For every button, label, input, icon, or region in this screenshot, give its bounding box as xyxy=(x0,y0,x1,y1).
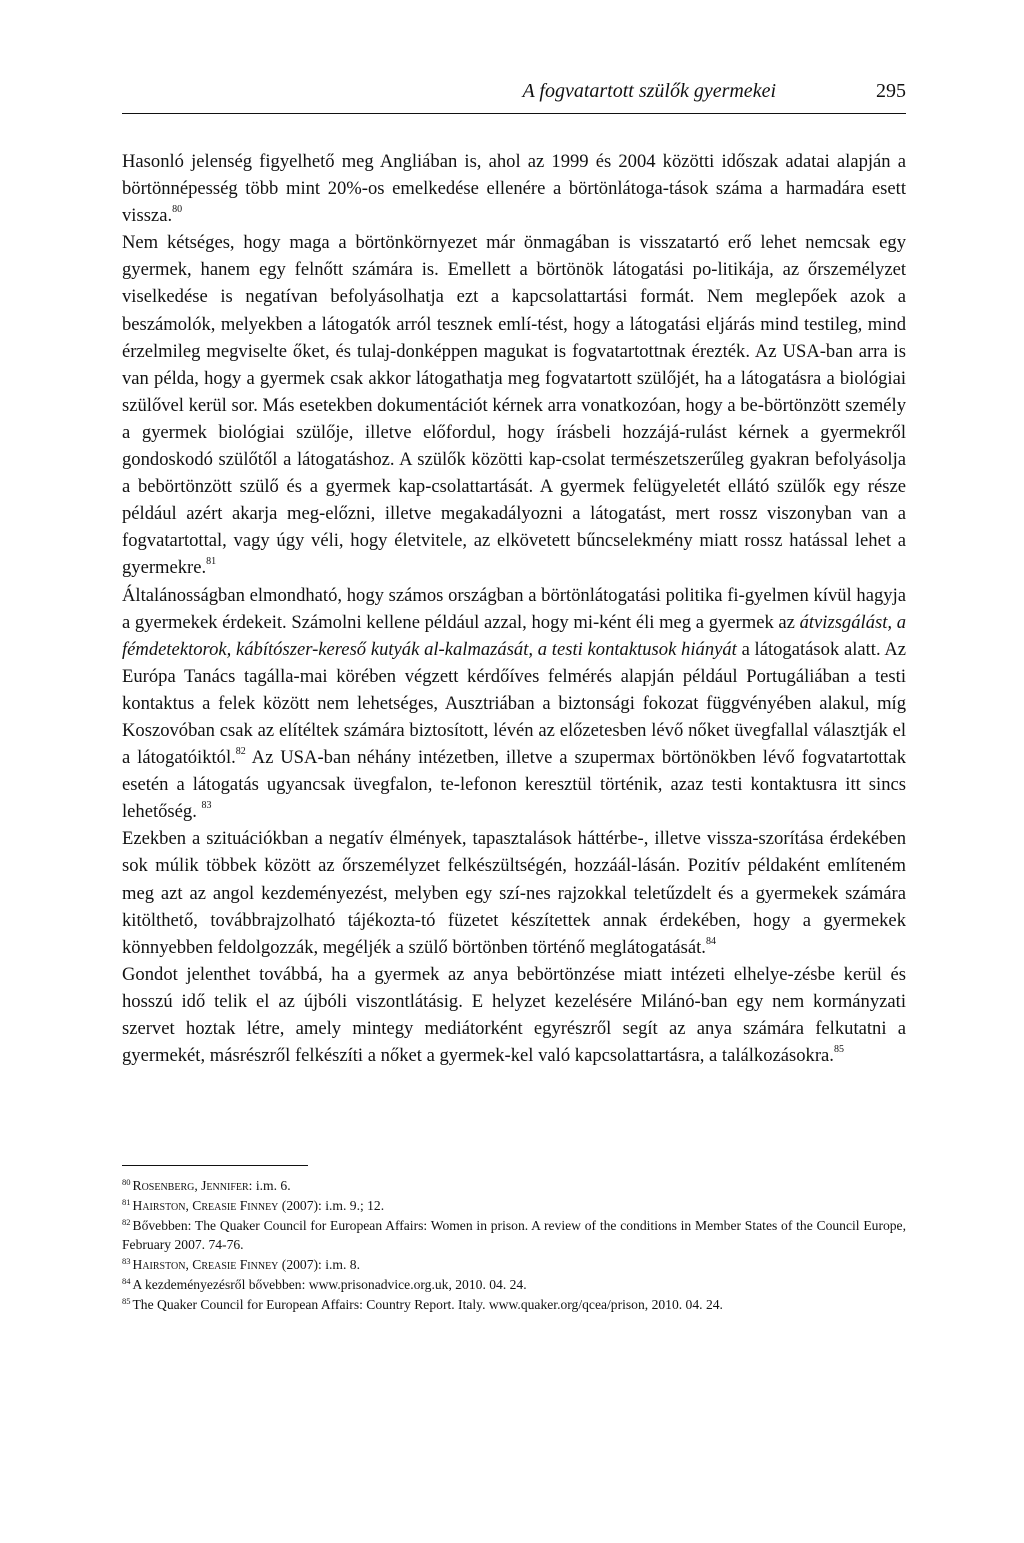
footnote-ref-83: 83 xyxy=(201,800,212,812)
footnote-81 xyxy=(122,1196,906,1216)
header-rule xyxy=(122,113,906,114)
footnote-83 xyxy=(122,1255,906,1275)
paragraph-5-text: Gondot jelenthet továbbá, ha a gyermek az anya bebörtönzése miatt intézeti elhelye-zésbe kerül és hosszú idő telik el az újbóli viszontlátásig. E helyzet kezelésére Milánó-ban egy nem kormányzati szervet hoztak létre, amely mintegy mediátorként egyrészről segít az anya számára felkutatni a gyermekét, másrészről felkészíti a nőket a gyermek-kel való kapcsolattartásra, a találkozásokra. xyxy=(122,963,906,1067)
footnote-text: (2007): i.m. 8. xyxy=(278,1257,360,1273)
paragraph-4 xyxy=(122,825,906,960)
footnote-number: 84 xyxy=(122,1275,131,1286)
footnote-82 xyxy=(122,1216,906,1256)
footnote-number: 80 xyxy=(122,1177,131,1187)
footnote-author: Hairston, Creasie Finney xyxy=(132,1257,279,1273)
paragraph-3-italic: átvizsgálást, a fémdetektorok, kábítószer-kereső kutyák al-kalmazását, a testi kontaktusok hiányát xyxy=(122,611,906,660)
footnote-rule xyxy=(122,1165,308,1166)
footnote-number: 83 xyxy=(122,1256,131,1267)
footnote-85 xyxy=(122,1295,906,1315)
footnotes xyxy=(122,1176,906,1315)
footnote-ref-80: 80 xyxy=(172,204,183,216)
footnote-text: A kezdeményezésről bővebben: www.prisonadvice.org.uk, 2010. 04. 24. xyxy=(132,1276,527,1292)
paragraph-5 xyxy=(122,961,906,1069)
footnote-number: 82 xyxy=(122,1216,131,1227)
paragraph-2-text: Nem kétséges, hogy maga a börtönkörnyezet már önmagában is visszatartó erő lehet nemcsak egy gyermek, hanem egy felnőtt számára is. Emellett a börtönök látogatási po-litikája, az őrszemélyzet viselkedése is negatívan befolyásolhatja ezt a kapcsolattartási formát. Nem meglepőek azok a beszámolók, melyekben a látogatók arról tesznek emlí-tést, hogy a látogatási eljárás mind testileg, mind érzelmileg megviselte őket, és tulaj-donképpen magukat is fogvatartottnak érezték. Az USA-ban arra is van példa, hogy a gyermek csak akkor látogathatja meg fogvatartott szülőjét, ha a látogatásra a biológiai szülővel kerül sor. Más esetekben dokumentációt kérnek arra vonatkozóan, hogy a be-börtönzött személy a gyermek biológiai szülője, illetve előfordul, hogy írásbeli hozzájá-rulást kérnek a gyermekről gondoskodó szülőtől a látogatáshoz. A szülők közötti kap-csolat természetszerűleg gyakran befolyásolja a bebörtönzött szülő és a gyermek kap-csolattartását. A gyermek felügyeletét ellátó szülők egy része például azért akarja meg-előzni, illetve megakadályozni a látogatást, mert rossz viszonyban van a fogvatartottal, vagy úgy véli, hogy életvitele, az elkövetett bűncselekmény miatt rossz hatással lehet a gyermekre. xyxy=(122,232,906,579)
running-title: A fogvatartott szülők gyermekei xyxy=(522,80,776,102)
footnote-80 xyxy=(122,1176,906,1196)
paragraph-3-text-b: a látogatások alatt. Az Európa Tanács tagálla-mai körében végzett kérdőíves felmérés alapján például Portugáliában a testi kontaktus a felek között nem lehetséges, Ausztriában a biztonsági fokozat függvényében alakul, míg Koszovóban csak az elítéltek számára biztosított, lévén az előzetesben lévő nőket üvegfallal választják el a látogatóiktól. xyxy=(122,638,906,769)
footnote-ref-85: 85 xyxy=(833,1044,844,1056)
paragraph-1-text: Hasonló jelenség figyelhető meg Angliában is, ahol az 1999 és 2004 közötti időszak adatai alapján a börtönnépesség több mint 20%-os emelkedése ellenére a börtönlátoga-tások száma a harmadára esett vissza. xyxy=(122,151,906,227)
paragraph-4-text: Ezekben a szituációkban a negatív élmények, tapasztalások háttérbe-, illetve vissza-szorítása érdekében sok múlik többek között az őrszemélyzet felkészültségén, hozzáál-lásán. Pozitív példaként említeném meg azt az angol kezdeményezést, melyben egy szí-nes rajzokkal teletűzdelt és a gyermekek számára kitölthető, továbbrajzolható tájékozta-tó füzetet készítettek annak érdekében, hogy a gyermekek könnyebben feldolgozzák, megéljék a szülő börtönben történő meglátogatását. xyxy=(122,828,906,958)
footnote-ref-84: 84 xyxy=(705,935,716,947)
paragraph-3-text-a: Általánosságban elmondható, hogy számos országban a börtönlátogatási politika fi-gyelmen kívül hagyja a gyermekek érdekeit. Számolni kellene például azzal, hogy mi-ként éli meg a gyermek az xyxy=(122,584,906,633)
footnote-ref-82: 82 xyxy=(235,746,246,758)
footnote-author: Hairston, Creasie Finney xyxy=(132,1197,279,1213)
footnote-number: 81 xyxy=(122,1196,131,1207)
footnote-text: : i.m. 6. xyxy=(248,1178,291,1193)
footnote-author: Rosenberg, Jennifer xyxy=(132,1178,249,1193)
paragraph-3 xyxy=(122,582,906,826)
footnote-ref-81: 81 xyxy=(206,556,217,568)
page-number: 295 xyxy=(876,80,906,102)
running-head xyxy=(122,78,906,118)
footnote-text: The Quaker Council for European Affairs: Country Report. Italy. www.quaker.org/qcea/prison, 2010. 04. 24. xyxy=(132,1296,723,1312)
footnote-text: Bővebben: The Quaker Council for European Affairs: Women in prison. A review of the conditions in Member States of the Council Europe, February 2007. 74-76. xyxy=(122,1217,906,1253)
footnote-84 xyxy=(122,1275,906,1295)
footnote-number: 85 xyxy=(122,1295,131,1306)
paragraph-2 xyxy=(122,229,906,581)
body-text xyxy=(122,148,906,1069)
footnote-text: (2007): i.m. 9.; 12. xyxy=(278,1197,385,1213)
paragraph-1 xyxy=(122,148,906,229)
paragraph-3-text-c: Az USA-ban néhány intézetben, illetve a szupermax börtönökben lévő fogvatartottak esetén a látogatás ugyancsak üvegfalon, te-lefonon keresztül történik, azaz testi kontaktusra itt sincs lehetőség. xyxy=(122,747,906,823)
